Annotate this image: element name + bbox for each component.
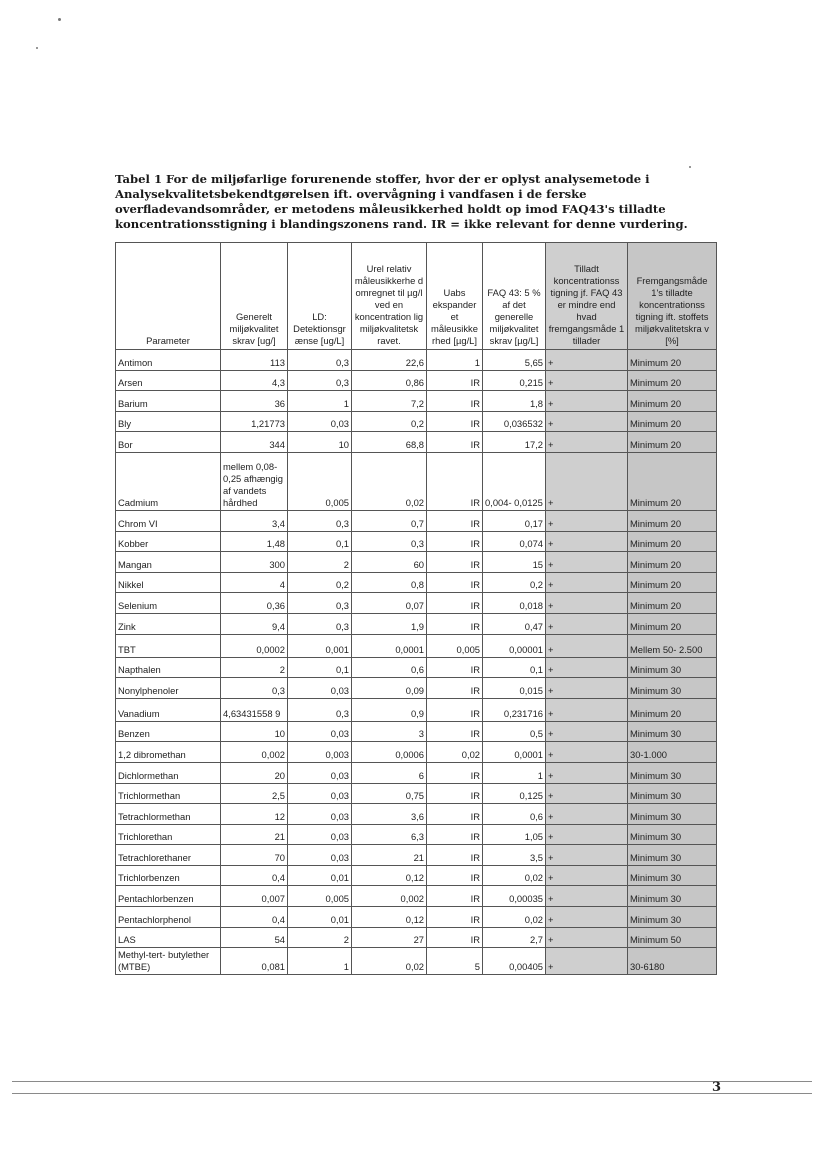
- absolute-uncertainty-cell: IR: [427, 907, 483, 928]
- table-row: [116, 742, 717, 763]
- table-row: [116, 948, 717, 975]
- method1-allowance-cell: Minimum 30: [628, 824, 717, 845]
- eqs-cell: 9,4: [221, 613, 288, 634]
- parameter-cell: Cadmium: [116, 452, 221, 510]
- scan-speck: [36, 47, 38, 49]
- relative-uncertainty-cell: 0,09: [352, 678, 427, 699]
- relative-uncertainty-cell: 0,7: [352, 510, 427, 531]
- comparison-flag-cell: +: [546, 391, 628, 412]
- faq43-cell: 0,47: [483, 613, 546, 634]
- detection-limit-cell: 2: [288, 927, 352, 948]
- faq43-cell: 0,6: [483, 804, 546, 825]
- table-row: [116, 552, 717, 573]
- eqs-cell: 300: [221, 552, 288, 573]
- eqs-cell: 70: [221, 845, 288, 866]
- faq43-cell: 0,018: [483, 593, 546, 614]
- faq43-cell: 0,074: [483, 531, 546, 552]
- detection-limit-cell: 0,1: [288, 657, 352, 678]
- eqs-cell: 10: [221, 721, 288, 742]
- detection-limit-cell: 2: [288, 552, 352, 573]
- comparison-flag-cell: +: [546, 510, 628, 531]
- column-header: Parameter: [116, 243, 221, 350]
- absolute-uncertainty-cell: IR: [427, 572, 483, 593]
- detection-limit-cell: 0,3: [288, 510, 352, 531]
- parameter-cell: Trichlormethan: [116, 783, 221, 804]
- parameter-cell: Mangan: [116, 552, 221, 573]
- parameter-cell: Nonylphenoler: [116, 678, 221, 699]
- eqs-cell: 12: [221, 804, 288, 825]
- scan-speck: [58, 18, 61, 21]
- faq43-cell: 0,17: [483, 510, 546, 531]
- detection-limit-cell: 0,03: [288, 411, 352, 432]
- parameter-cell: Bly: [116, 411, 221, 432]
- detection-limit-cell: 0,3: [288, 370, 352, 391]
- eqs-cell: 2: [221, 657, 288, 678]
- relative-uncertainty-cell: 0,2: [352, 411, 427, 432]
- table-row: [116, 845, 717, 866]
- comparison-flag-cell: +: [546, 783, 628, 804]
- table-row: [116, 783, 717, 804]
- absolute-uncertainty-cell: IR: [427, 721, 483, 742]
- parameter-cell: Barium: [116, 391, 221, 412]
- method1-allowance-cell: Minimum 30: [628, 783, 717, 804]
- relative-uncertainty-cell: 6: [352, 762, 427, 783]
- column-header: Fremgangsmåde 1's tilladte koncentrationss tigning ift. stoffets miljøkvalitetskra v [%]: [628, 243, 717, 350]
- comparison-flag-cell: +: [546, 678, 628, 699]
- method1-allowance-cell: Minimum 30: [628, 678, 717, 699]
- relative-uncertainty-cell: 0,02: [352, 948, 427, 975]
- faq43-cell: 0,036532: [483, 411, 546, 432]
- method1-allowance-cell: Minimum 20: [628, 411, 717, 432]
- faq43-cell: 0,215: [483, 370, 546, 391]
- table-row: [116, 370, 717, 391]
- comparison-flag-cell: +: [546, 552, 628, 573]
- table-row: [116, 804, 717, 825]
- parameter-cell: Arsen: [116, 370, 221, 391]
- eqs-cell: 21: [221, 824, 288, 845]
- relative-uncertainty-cell: 0,3: [352, 531, 427, 552]
- absolute-uncertainty-cell: IR: [427, 552, 483, 573]
- detection-limit-cell: 0,3: [288, 613, 352, 634]
- detection-limit-cell: 0,1: [288, 531, 352, 552]
- method1-allowance-cell: Minimum 20: [628, 370, 717, 391]
- parameter-cell: TBT: [116, 634, 221, 657]
- detection-limit-cell: 0,3: [288, 350, 352, 371]
- comparison-flag-cell: +: [546, 370, 628, 391]
- eqs-cell: mellem 0,08-0,25 afhængig af vandets hårdhed: [221, 452, 288, 510]
- detection-limit-cell: 0,001: [288, 634, 352, 657]
- relative-uncertainty-cell: 0,9: [352, 698, 427, 721]
- detection-limit-cell: 0,03: [288, 783, 352, 804]
- parameter-cell: 1,2 dibromethan: [116, 742, 221, 763]
- detection-limit-cell: 0,005: [288, 452, 352, 510]
- parameter-cell: Trichlorbenzen: [116, 865, 221, 886]
- eqs-cell: 2,5: [221, 783, 288, 804]
- parameter-cell: Tetrachlorethaner: [116, 845, 221, 866]
- parameter-cell: Zink: [116, 613, 221, 634]
- table-row: [116, 613, 717, 634]
- comparison-flag-cell: +: [546, 886, 628, 907]
- absolute-uncertainty-cell: IR: [427, 391, 483, 412]
- relative-uncertainty-cell: 3,6: [352, 804, 427, 825]
- table-row: [116, 391, 717, 412]
- column-header: Uabs ekspander et måleusikke rhed [µg/L]: [427, 243, 483, 350]
- parameter-cell: Nikkel: [116, 572, 221, 593]
- method1-allowance-cell: Minimum 20: [628, 452, 717, 510]
- comparison-flag-cell: +: [546, 804, 628, 825]
- comparison-flag-cell: +: [546, 452, 628, 510]
- parameter-cell: Benzen: [116, 721, 221, 742]
- absolute-uncertainty-cell: IR: [427, 824, 483, 845]
- table-row: [116, 865, 717, 886]
- absolute-uncertainty-cell: 5: [427, 948, 483, 975]
- parameter-cell: Trichlorethan: [116, 824, 221, 845]
- faq43-cell: 1: [483, 762, 546, 783]
- column-header: Tilladt koncentrationss tigning jf. FAQ 43 er mindre end hvad fremgangsmåde 1 tillader: [546, 243, 628, 350]
- table-row: [116, 698, 717, 721]
- relative-uncertainty-cell: 68,8: [352, 432, 427, 453]
- eqs-cell: 3,4: [221, 510, 288, 531]
- faq43-cell: 0,5: [483, 721, 546, 742]
- detection-limit-cell: 0,2: [288, 572, 352, 593]
- comparison-flag-cell: +: [546, 845, 628, 866]
- method1-allowance-cell: Minimum 20: [628, 510, 717, 531]
- absolute-uncertainty-cell: 1: [427, 350, 483, 371]
- footer-rule: [12, 1093, 812, 1094]
- comparison-flag-cell: +: [546, 593, 628, 614]
- faq43-cell: 0,0001: [483, 742, 546, 763]
- parameter-cell: Chrom VI: [116, 510, 221, 531]
- parameter-cell: Methyl-tert- butylether (MTBE): [116, 948, 221, 975]
- absolute-uncertainty-cell: IR: [427, 510, 483, 531]
- faq43-cell: 0,00405: [483, 948, 546, 975]
- table-row: [116, 452, 717, 510]
- comparison-flag-cell: +: [546, 350, 628, 371]
- method1-allowance-cell: Minimum 30: [628, 657, 717, 678]
- table-row: [116, 572, 717, 593]
- comparison-flag-cell: +: [546, 927, 628, 948]
- eqs-cell: 344: [221, 432, 288, 453]
- method1-allowance-cell: Minimum 30: [628, 845, 717, 866]
- absolute-uncertainty-cell: IR: [427, 432, 483, 453]
- relative-uncertainty-cell: 1,9: [352, 613, 427, 634]
- eqs-cell: 54: [221, 927, 288, 948]
- parameter-cell: Antimon: [116, 350, 221, 371]
- detection-limit-cell: 10: [288, 432, 352, 453]
- absolute-uncertainty-cell: 0,005: [427, 634, 483, 657]
- relative-uncertainty-cell: 0,07: [352, 593, 427, 614]
- table-row: [116, 350, 717, 371]
- parameter-cell: Napthalen: [116, 657, 221, 678]
- faq43-cell: 15: [483, 552, 546, 573]
- method1-allowance-cell: Minimum 20: [628, 572, 717, 593]
- eqs-cell: 0,007: [221, 886, 288, 907]
- table-caption: Tabel 1 For de miljøfarlige forurenende stoffer, hvor der er oplyst analysemetode i Analysekvalitetsbekendtgørelsen ift. overvågning i vandfasen i de ferske overfladevandsområder, er metodens måleusikkerhed holdt op imod FAQ43's tilladte koncentrationsstigning i blandingszonens rand. IR = ikke relevant for denne vurdering.: [115, 172, 688, 231]
- absolute-uncertainty-cell: IR: [427, 845, 483, 866]
- absolute-uncertainty-cell: IR: [427, 613, 483, 634]
- faq43-cell: 0,231716: [483, 698, 546, 721]
- table-row: [116, 907, 717, 928]
- table-row: [116, 886, 717, 907]
- table-row: [116, 634, 717, 657]
- parameter-cell: Pentachlorbenzen: [116, 886, 221, 907]
- table-row: [116, 824, 717, 845]
- relative-uncertainty-cell: 6,3: [352, 824, 427, 845]
- scan-speck: [689, 166, 691, 168]
- absolute-uncertainty-cell: IR: [427, 452, 483, 510]
- comparison-flag-cell: +: [546, 865, 628, 886]
- relative-uncertainty-cell: 0,86: [352, 370, 427, 391]
- relative-uncertainty-cell: 0,02: [352, 452, 427, 510]
- absolute-uncertainty-cell: IR: [427, 783, 483, 804]
- parameter-cell: Dichlormethan: [116, 762, 221, 783]
- absolute-uncertainty-cell: IR: [427, 411, 483, 432]
- column-header: Generelt miljøkvalitet skrav [ug/]: [221, 243, 288, 350]
- comparison-flag-cell: +: [546, 742, 628, 763]
- parameter-cell: Selenium: [116, 593, 221, 614]
- eqs-cell: 36: [221, 391, 288, 412]
- method1-allowance-cell: Minimum 20: [628, 391, 717, 412]
- faq43-cell: 0,015: [483, 678, 546, 699]
- detection-limit-cell: 0,03: [288, 678, 352, 699]
- relative-uncertainty-cell: 0,0001: [352, 634, 427, 657]
- eqs-cell: 113: [221, 350, 288, 371]
- parameter-cell: LAS: [116, 927, 221, 948]
- page-number: 3: [712, 1080, 722, 1095]
- method1-allowance-cell: Minimum 30: [628, 865, 717, 886]
- data-table: [115, 242, 717, 975]
- detection-limit-cell: 0,03: [288, 845, 352, 866]
- relative-uncertainty-cell: 3: [352, 721, 427, 742]
- absolute-uncertainty-cell: IR: [427, 886, 483, 907]
- eqs-cell: 0,4: [221, 907, 288, 928]
- absolute-uncertainty-cell: IR: [427, 531, 483, 552]
- faq43-cell: 1,05: [483, 824, 546, 845]
- detection-limit-cell: 0,3: [288, 698, 352, 721]
- absolute-uncertainty-cell: 0,02: [427, 742, 483, 763]
- absolute-uncertainty-cell: IR: [427, 865, 483, 886]
- comparison-flag-cell: +: [546, 572, 628, 593]
- table-header-row: [116, 243, 717, 350]
- detection-limit-cell: 0,3: [288, 593, 352, 614]
- parameter-cell: Pentachlorphenol: [116, 907, 221, 928]
- detection-limit-cell: 1: [288, 948, 352, 975]
- faq43-cell: 0,02: [483, 907, 546, 928]
- table-row: [116, 657, 717, 678]
- relative-uncertainty-cell: 0,0006: [352, 742, 427, 763]
- method1-allowance-cell: Mellem 50- 2.500: [628, 634, 717, 657]
- absolute-uncertainty-cell: IR: [427, 370, 483, 391]
- comparison-flag-cell: +: [546, 657, 628, 678]
- method1-allowance-cell: Minimum 20: [628, 698, 717, 721]
- comparison-flag-cell: +: [546, 634, 628, 657]
- detection-limit-cell: 0,01: [288, 865, 352, 886]
- method1-allowance-cell: Minimum 30: [628, 907, 717, 928]
- comparison-flag-cell: +: [546, 432, 628, 453]
- relative-uncertainty-cell: 7,2: [352, 391, 427, 412]
- method1-allowance-cell: Minimum 30: [628, 721, 717, 742]
- eqs-cell: 4: [221, 572, 288, 593]
- detection-limit-cell: 0,005: [288, 886, 352, 907]
- eqs-cell: 1,48: [221, 531, 288, 552]
- relative-uncertainty-cell: 60: [352, 552, 427, 573]
- method1-allowance-cell: Minimum 20: [628, 432, 717, 453]
- absolute-uncertainty-cell: IR: [427, 657, 483, 678]
- table-row: [116, 678, 717, 699]
- detection-limit-cell: 0,03: [288, 824, 352, 845]
- method1-allowance-cell: 30-1.000: [628, 742, 717, 763]
- method1-allowance-cell: Minimum 30: [628, 762, 717, 783]
- parameter-cell: Bor: [116, 432, 221, 453]
- comparison-flag-cell: +: [546, 613, 628, 634]
- table-row: [116, 432, 717, 453]
- detection-limit-cell: 0,03: [288, 721, 352, 742]
- method1-allowance-cell: Minimum 30: [628, 886, 717, 907]
- comparison-flag-cell: +: [546, 948, 628, 975]
- column-header: Urel relativ måleusikkerhe d omregnet til µg/l ved en koncentration lig miljøkvalitetsk ravet.: [352, 243, 427, 350]
- absolute-uncertainty-cell: IR: [427, 593, 483, 614]
- detection-limit-cell: 0,003: [288, 742, 352, 763]
- method1-allowance-cell: Minimum 20: [628, 613, 717, 634]
- table-row: [116, 927, 717, 948]
- column-header: LD: Detektionsgr ænse [ug/L]: [288, 243, 352, 350]
- relative-uncertainty-cell: 0,75: [352, 783, 427, 804]
- detection-limit-cell: 0,01: [288, 907, 352, 928]
- comparison-flag-cell: +: [546, 762, 628, 783]
- eqs-cell: 0,3: [221, 678, 288, 699]
- method1-allowance-cell: Minimum 50: [628, 927, 717, 948]
- method1-allowance-cell: 30-6180: [628, 948, 717, 975]
- comparison-flag-cell: +: [546, 698, 628, 721]
- comparison-flag-cell: +: [546, 411, 628, 432]
- relative-uncertainty-cell: 0,6: [352, 657, 427, 678]
- method1-allowance-cell: Minimum 20: [628, 350, 717, 371]
- faq43-cell: 17,2: [483, 432, 546, 453]
- absolute-uncertainty-cell: IR: [427, 804, 483, 825]
- faq43-cell: 0,00035: [483, 886, 546, 907]
- eqs-cell: 4,63431558 9: [221, 698, 288, 721]
- eqs-cell: 0,002: [221, 742, 288, 763]
- eqs-cell: 4,3: [221, 370, 288, 391]
- parameter-cell: Kobber: [116, 531, 221, 552]
- relative-uncertainty-cell: 21: [352, 845, 427, 866]
- faq43-cell: 0,1: [483, 657, 546, 678]
- table-row: [116, 762, 717, 783]
- relative-uncertainty-cell: 27: [352, 927, 427, 948]
- method1-allowance-cell: Minimum 20: [628, 552, 717, 573]
- relative-uncertainty-cell: 0,12: [352, 907, 427, 928]
- faq43-cell: 1,8: [483, 391, 546, 412]
- comparison-flag-cell: +: [546, 721, 628, 742]
- footer-rule: [12, 1081, 812, 1082]
- faq43-cell: 0,004- 0,0125: [483, 452, 546, 510]
- table-row: [116, 721, 717, 742]
- relative-uncertainty-cell: 0,002: [352, 886, 427, 907]
- method1-allowance-cell: Minimum 20: [628, 593, 717, 614]
- table-row: [116, 593, 717, 614]
- eqs-cell: 0,0002: [221, 634, 288, 657]
- table-row: [116, 531, 717, 552]
- relative-uncertainty-cell: 22,6: [352, 350, 427, 371]
- eqs-cell: 0,4: [221, 865, 288, 886]
- eqs-cell: 0,081: [221, 948, 288, 975]
- table-row: [116, 411, 717, 432]
- comparison-flag-cell: +: [546, 824, 628, 845]
- faq43-cell: 0,125: [483, 783, 546, 804]
- absolute-uncertainty-cell: IR: [427, 927, 483, 948]
- method1-allowance-cell: Minimum 30: [628, 804, 717, 825]
- column-header: FAQ 43: 5 % af det generelle miljøkvalitet skrav [µg/L]: [483, 243, 546, 350]
- table-row: [116, 510, 717, 531]
- faq43-cell: 3,5: [483, 845, 546, 866]
- parameter-cell: Tetrachlormethan: [116, 804, 221, 825]
- detection-limit-cell: 0,03: [288, 762, 352, 783]
- faq43-cell: 0,00001: [483, 634, 546, 657]
- faq43-cell: 0,02: [483, 865, 546, 886]
- eqs-cell: 20: [221, 762, 288, 783]
- faq43-cell: 0,2: [483, 572, 546, 593]
- method1-allowance-cell: Minimum 20: [628, 531, 717, 552]
- comparison-flag-cell: +: [546, 531, 628, 552]
- detection-limit-cell: 1: [288, 391, 352, 412]
- comparison-flag-cell: +: [546, 907, 628, 928]
- relative-uncertainty-cell: 0,8: [352, 572, 427, 593]
- relative-uncertainty-cell: 0,12: [352, 865, 427, 886]
- detection-limit-cell: 0,03: [288, 804, 352, 825]
- eqs-cell: 1,21773: [221, 411, 288, 432]
- absolute-uncertainty-cell: IR: [427, 762, 483, 783]
- faq43-cell: 2,7: [483, 927, 546, 948]
- absolute-uncertainty-cell: IR: [427, 698, 483, 721]
- eqs-cell: 0,36: [221, 593, 288, 614]
- parameter-cell: Vanadium: [116, 698, 221, 721]
- faq43-cell: 5,65: [483, 350, 546, 371]
- absolute-uncertainty-cell: IR: [427, 678, 483, 699]
